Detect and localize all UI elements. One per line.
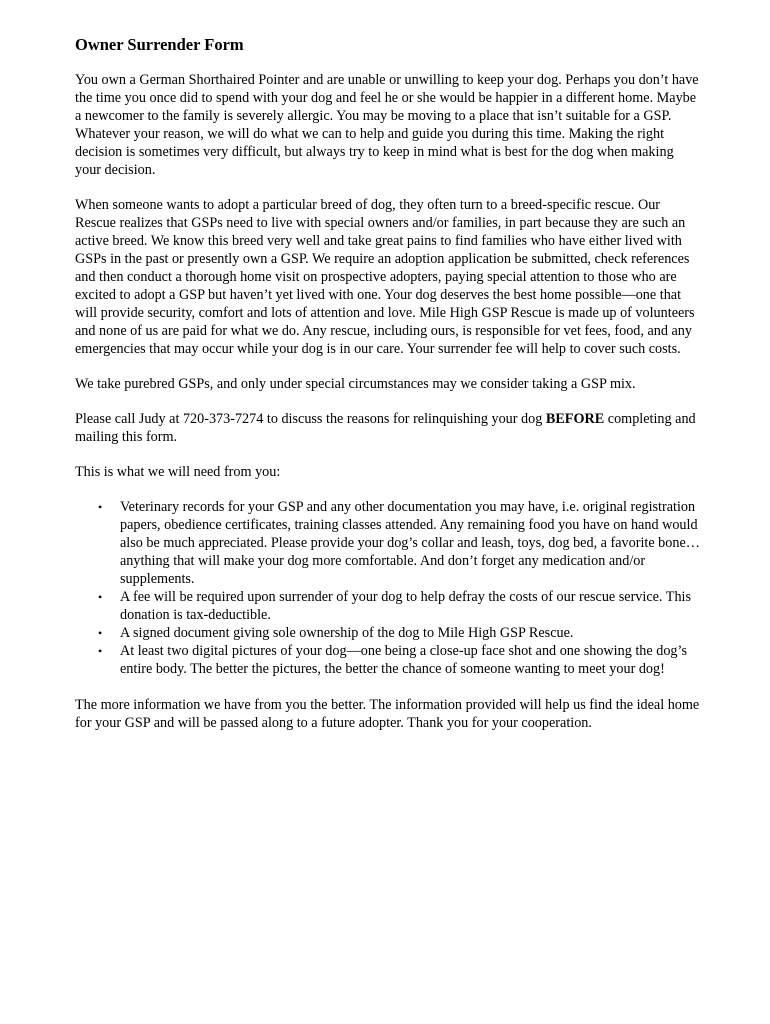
call-text-start: Please call Judy at 720-373-7274 to discuss the reasons for relinquishing your dog [75, 411, 546, 427]
bullet-icon: • [98, 500, 103, 514]
intro-paragraph: You own a German Shorthaired Pointer and are unable or unwilling to keep your dog. Perhaps you don’t have the time you once did to spend with your dog and feel he or she would be happier in a different home. Maybe a newcomer to the family is severely allergic. You may be moving to a place that isn’t suitable for a GSP. Whatever your reason, we will do what we can to help and guide you during this time. Making the right decision is sometimes very difficult, but always try to keep in mind what is best for the dog when making your decision. [75, 72, 699, 178]
requirements-list [75, 498, 700, 678]
closing-paragraph: The more information we have from you the better. The information provided will help us find the ideal home for your GSP and will be passed along to a future adopter. Thank you for your cooperation. [75, 697, 700, 731]
list-item-text: A signed document giving sole ownership of the dog to Mile High GSP Rescue. [120, 625, 574, 641]
bullet-icon: • [98, 626, 103, 640]
page-title: Owner Surrender Form [75, 35, 244, 54]
bullet-icon: • [98, 644, 103, 658]
list-item [98, 588, 700, 624]
list-item [98, 624, 700, 642]
call-paragraph [75, 410, 700, 446]
rescue-paragraph: When someone wants to adopt a particular breed of dog, they often turn to a breed-specific rescue. Our Rescue realizes that GSPs need to live with special owners and/or families, in part because they are such an active breed. We know this breed very well and take great pains to find families who have either lived with GSPs in the past or presently own a GSP. We require an adoption application be submitted, check references and then conduct a thorough home visit on prospective adopters, paying special attention to those who are excited to adopt a GSP but haven’t yet lived with one. Your dog deserves the best home possible—one that will provide security, comfort and lots of attention and love. Mile High GSP Rescue is made up of volunteers and none of us are paid for what we do. Any rescue, including ours, is responsible for vet fees, food, and any emergencies that may occur while your dog is in our care. Your surrender fee will help to cover such costs. [75, 197, 695, 357]
list-item [98, 498, 700, 588]
purebred-paragraph: We take purebred GSPs, and only under special circumstances may we consider taking a GSP mix. [75, 376, 636, 392]
list-item [98, 642, 700, 678]
list-item-text: Veterinary records for your GSP and any other documentation you may have, i.e. original registration papers, obedience certificates, training classes attended. Any remaining food you have on hand would also be much appreciated. Please provide your dog’s collar and leash, toys, dog bed, a favorite bone…anything that will make your dog more comfortable. And don’t forget any medication and/or supplements. [120, 499, 700, 587]
list-item-text: At least two digital pictures of your dog—one being a close-up face shot and one showing the dog’s entire body. The better the pictures, the better the chance of someone wanting to meet your dog! [120, 643, 687, 677]
call-text-emphasis: BEFORE [545, 411, 605, 427]
document-page [75, 34, 700, 749]
call-text-end: completing and mailing this form. [75, 411, 696, 445]
list-item-text: A fee will be required upon surrender of your dog to help defray the costs of our rescue service. This donation is tax-deductible. [120, 589, 691, 623]
needs-heading: This is what we will need from you: [75, 464, 281, 480]
bullet-icon: • [98, 590, 103, 604]
